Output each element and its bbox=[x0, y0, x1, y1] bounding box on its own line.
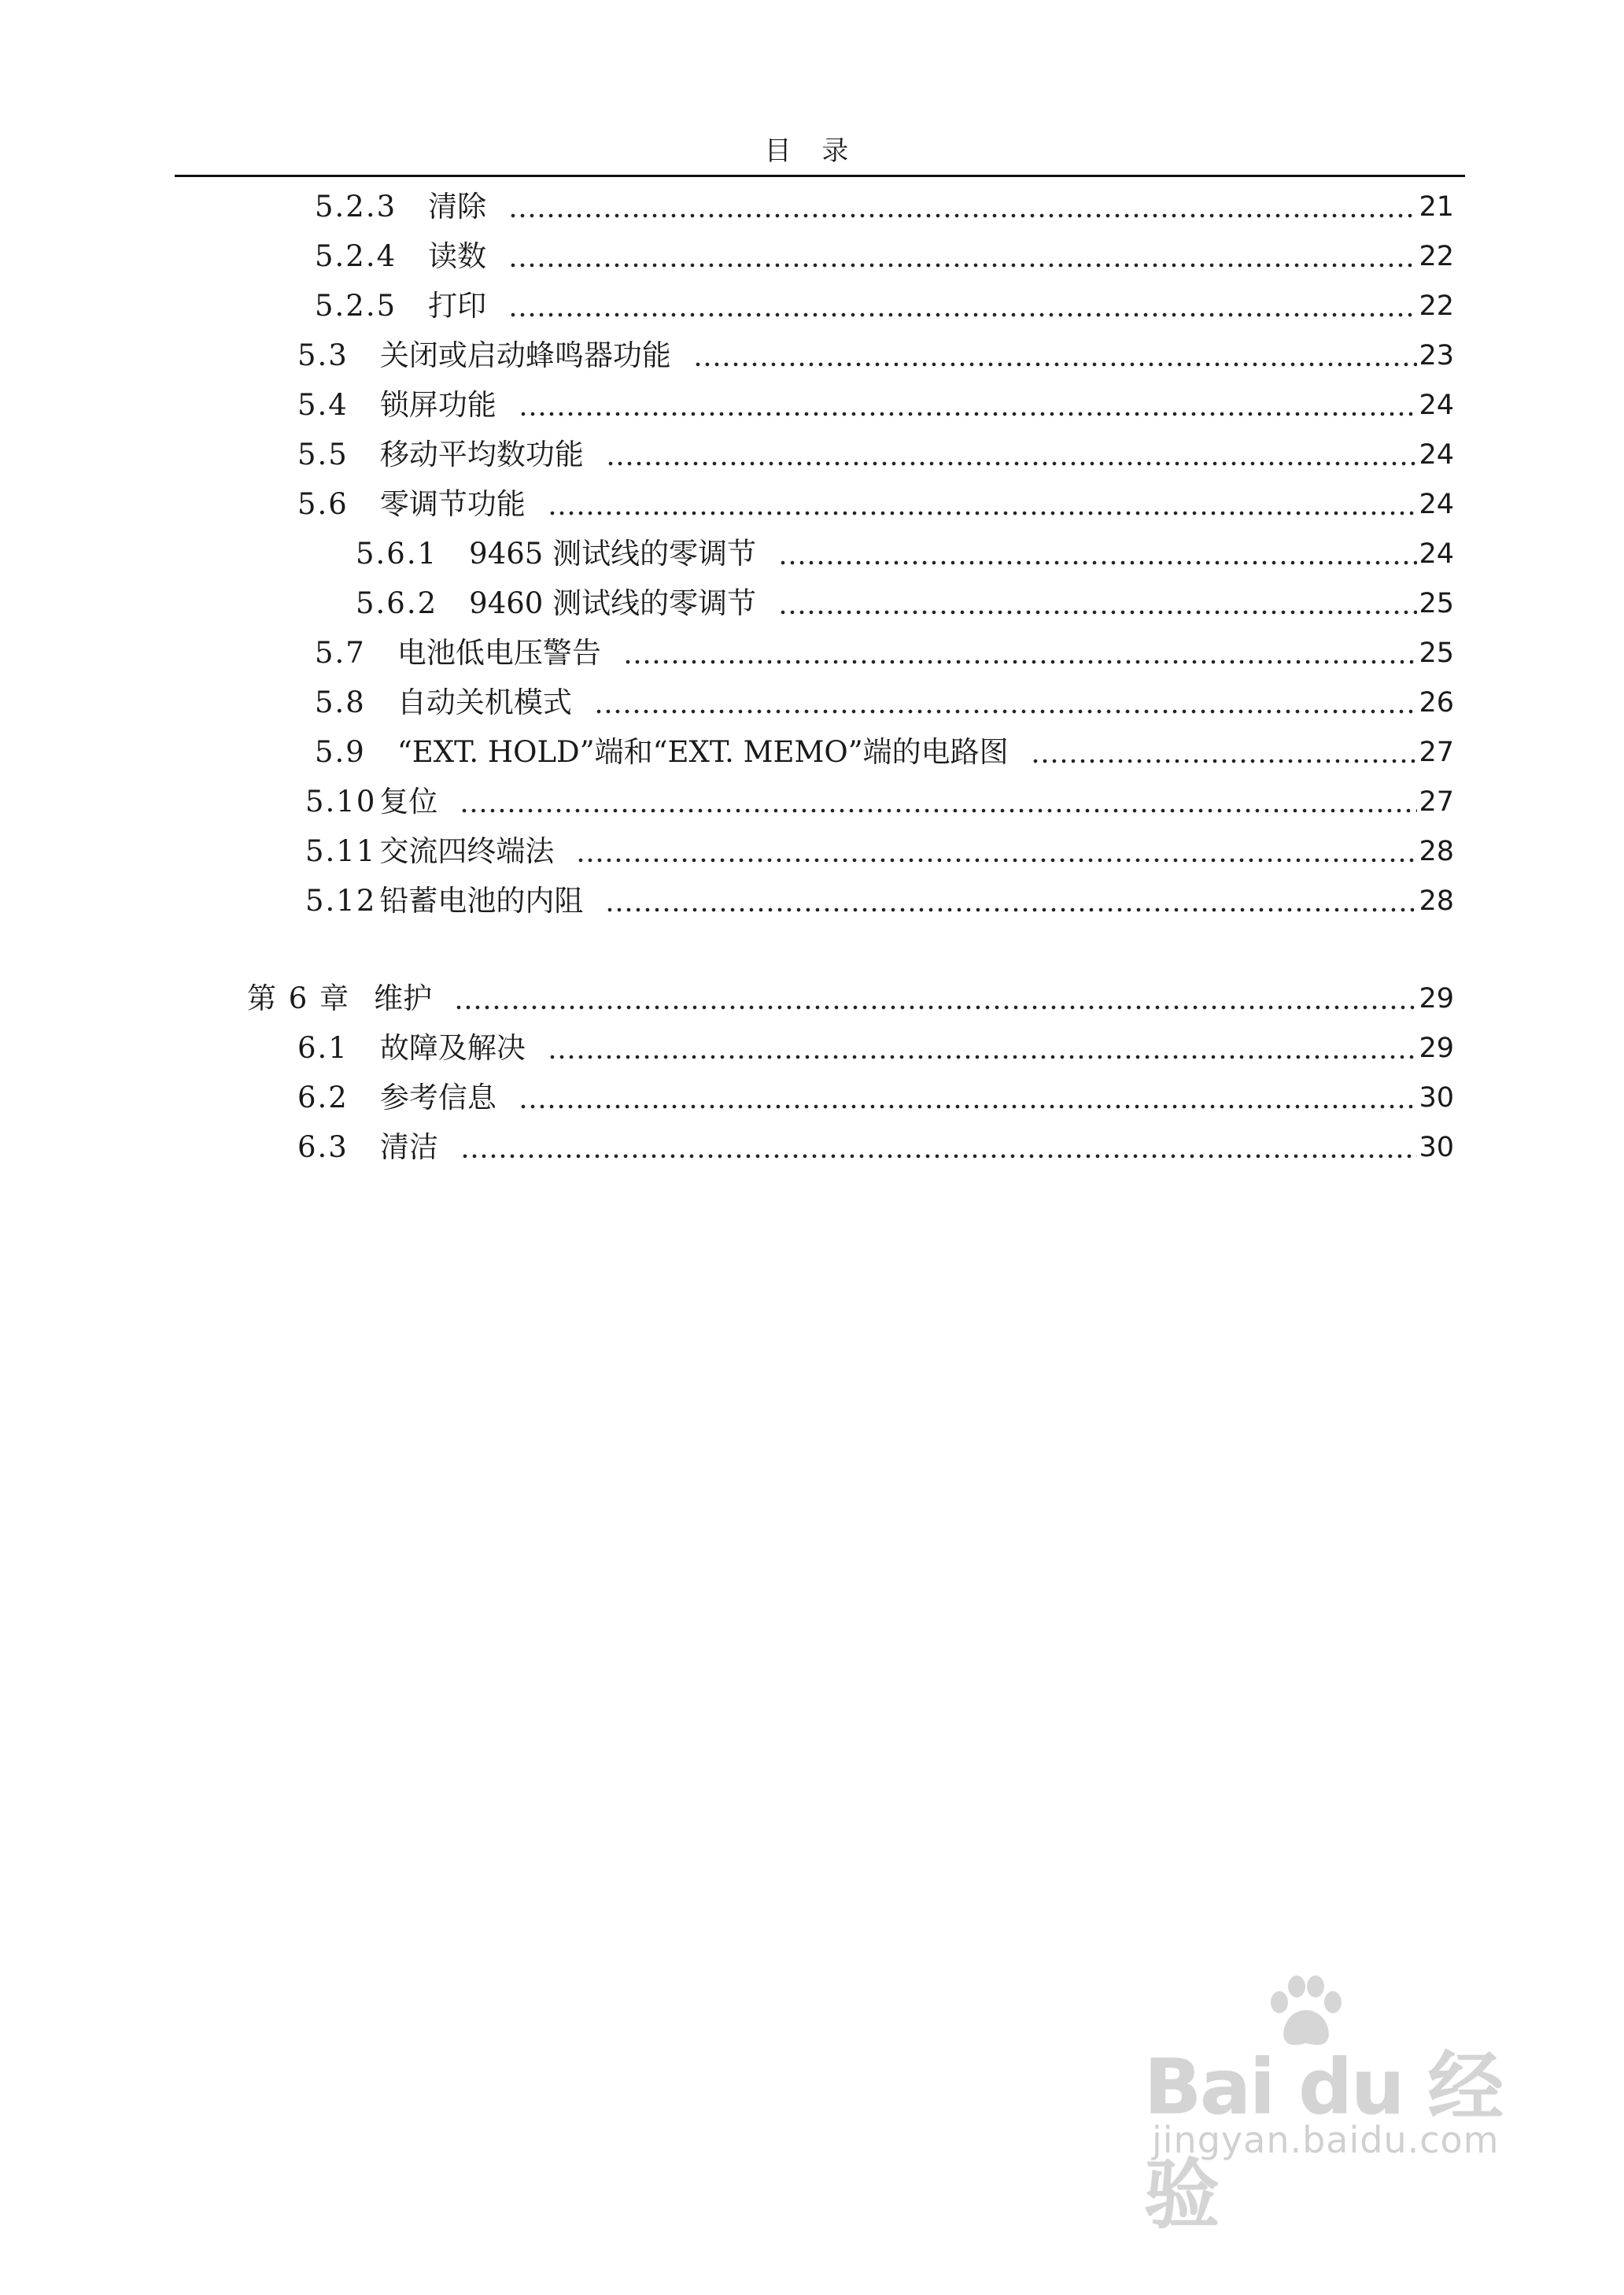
toc-entry-number: 5.5 bbox=[297, 438, 349, 471]
toc-dot-leader bbox=[778, 530, 1417, 578]
toc-entry-title: 自动关机模式 bbox=[397, 686, 572, 719]
header-rule bbox=[175, 175, 1465, 177]
toc-entry-title: 9465 测试线的零调节 bbox=[469, 537, 757, 571]
toc-entry-title: 9460 测试线的零调节 bbox=[469, 586, 757, 620]
toc-entry-page: 29 bbox=[1419, 1033, 1454, 1064]
toc-entry-page: 24 bbox=[1419, 439, 1454, 471]
toc-dot-leader bbox=[519, 381, 1418, 430]
toc-entry[interactable] bbox=[315, 629, 1454, 678]
toc-entry-title: 维护 bbox=[374, 981, 433, 1015]
toc-entry-number: 5.4 bbox=[297, 388, 349, 422]
toc-dot-leader bbox=[460, 1123, 1418, 1172]
toc-entry[interactable] bbox=[297, 331, 1454, 380]
toc-dot-leader bbox=[460, 778, 1417, 826]
toc-entry[interactable] bbox=[297, 381, 1454, 430]
toc-dot-leader bbox=[1031, 728, 1418, 777]
toc-entry[interactable] bbox=[315, 282, 1454, 331]
toc-entry-number: 5.2.3 bbox=[315, 190, 397, 224]
toc-entry[interactable] bbox=[315, 728, 1454, 777]
toc-entry[interactable] bbox=[315, 678, 1454, 727]
toc-entry-number: 5.2.4 bbox=[315, 239, 397, 273]
toc-dot-leader bbox=[508, 232, 1417, 281]
toc-entry-number: 5.6.1 bbox=[356, 537, 438, 571]
toc-dot-leader bbox=[454, 974, 1417, 1023]
toc-entry[interactable] bbox=[297, 1024, 1454, 1073]
toc-dot-leader bbox=[623, 629, 1418, 678]
toc-entry-number: 6.3 bbox=[297, 1130, 349, 1164]
toc-dot-leader bbox=[519, 1074, 1418, 1122]
toc-entry-title: 复位 bbox=[379, 785, 438, 819]
toc-dot-leader bbox=[576, 827, 1417, 876]
toc-entry-page: 24 bbox=[1419, 538, 1454, 570]
page-header-title: 目 录 bbox=[764, 135, 860, 167]
toc-dot-leader bbox=[508, 282, 1417, 331]
toc-entry-number: 5.11 bbox=[305, 834, 377, 868]
toc-entry-page: 28 bbox=[1419, 836, 1454, 867]
toc-dot-leader bbox=[606, 431, 1418, 479]
toc-entry[interactable] bbox=[315, 183, 1454, 231]
baidu-jingyan-watermark bbox=[1128, 1972, 1537, 2239]
toc-entry-number: 5.2.5 bbox=[315, 289, 397, 323]
toc-entry-page: 26 bbox=[1419, 687, 1454, 719]
toc-entry-title: 铅蓄电池的内阻 bbox=[379, 884, 584, 918]
toc-entry-title: 锁屏功能 bbox=[379, 388, 496, 422]
toc-entry-number: 5.8 bbox=[315, 686, 366, 719]
toc-entry-page: 30 bbox=[1419, 1082, 1454, 1114]
toc-dot-leader bbox=[594, 678, 1418, 727]
toc-entry-number: 6.1 bbox=[297, 1031, 349, 1065]
toc-entry[interactable] bbox=[297, 431, 1454, 479]
toc-entry-number: 5.3 bbox=[297, 338, 349, 372]
toc-entry-title: 读数 bbox=[428, 239, 487, 273]
toc-entry-title: 清除 bbox=[428, 190, 487, 224]
toc-entry[interactable] bbox=[356, 530, 1454, 578]
toc-entry-title: 打印 bbox=[428, 289, 487, 323]
toc-entry-title: 故障及解决 bbox=[379, 1031, 526, 1065]
toc-dot-leader bbox=[548, 1024, 1418, 1073]
toc-entry-title: 关闭或启动蜂鸣器功能 bbox=[379, 338, 671, 372]
toc-entry-page: 25 bbox=[1419, 588, 1454, 619]
toc-entry-page: 24 bbox=[1419, 489, 1454, 520]
toc-entry-number: 5.10 bbox=[305, 785, 377, 819]
toc-entry-title: 电池低电压警告 bbox=[397, 636, 601, 670]
toc-entry[interactable] bbox=[297, 1123, 1454, 1172]
toc-dot-leader bbox=[548, 480, 1418, 529]
toc-entry-number: 5.7 bbox=[315, 636, 366, 670]
watermark-logo-text: Bai du 经验 bbox=[1144, 2043, 1502, 2239]
toc-entry-number: 6.2 bbox=[297, 1081, 349, 1114]
toc-entry-title: 参考信息 bbox=[379, 1081, 496, 1114]
toc-entry-page: 30 bbox=[1419, 1132, 1454, 1163]
toc-entry-page: 23 bbox=[1419, 340, 1454, 371]
toc-entry-page: 22 bbox=[1419, 241, 1454, 272]
toc-entry-page: 25 bbox=[1419, 638, 1454, 669]
toc-entry-title: 零调节功能 bbox=[379, 487, 526, 521]
toc-entry-title: 移动平均数功能 bbox=[379, 438, 584, 471]
toc-entry-title: 交流四终端法 bbox=[379, 834, 555, 868]
toc-entry-page: 27 bbox=[1419, 737, 1454, 768]
toc-entry-number: 5.9 bbox=[315, 735, 366, 769]
toc-entry-number: 第 6 章 bbox=[247, 981, 351, 1015]
toc-entry-page: 22 bbox=[1419, 290, 1454, 322]
toc-dot-leader bbox=[605, 877, 1417, 926]
toc-entry[interactable] bbox=[315, 232, 1454, 281]
toc-entry-page: 21 bbox=[1419, 191, 1454, 223]
toc-entry-number: 5.6.2 bbox=[356, 586, 438, 620]
toc-entry[interactable] bbox=[305, 877, 1454, 926]
toc-entry-title: 清洁 bbox=[379, 1130, 438, 1164]
toc-dot-leader bbox=[508, 183, 1417, 231]
toc-chapter-entry[interactable] bbox=[247, 974, 1454, 1023]
toc-entry[interactable] bbox=[305, 827, 1454, 876]
toc-entry-number: 5.12 bbox=[305, 884, 377, 918]
toc-entry[interactable] bbox=[297, 480, 1454, 529]
toc-entry-page: 28 bbox=[1419, 885, 1454, 917]
toc-dot-leader bbox=[778, 579, 1417, 628]
toc-entry[interactable] bbox=[356, 579, 1454, 628]
toc-entry[interactable] bbox=[305, 778, 1454, 826]
toc-dot-leader bbox=[693, 331, 1418, 380]
toc-entry-number: 5.6 bbox=[297, 487, 349, 521]
toc-entry-page: 27 bbox=[1419, 786, 1454, 818]
watermark-url: jingyan.baidu.com bbox=[1152, 2119, 1500, 2161]
toc-entry-title: “EXT. HOLD”端和“EXT. MEMO”端的电路图 bbox=[397, 735, 1009, 769]
toc-entry-page: 24 bbox=[1419, 390, 1454, 421]
toc-entry[interactable] bbox=[297, 1074, 1454, 1122]
toc-entry-page: 29 bbox=[1419, 983, 1454, 1014]
